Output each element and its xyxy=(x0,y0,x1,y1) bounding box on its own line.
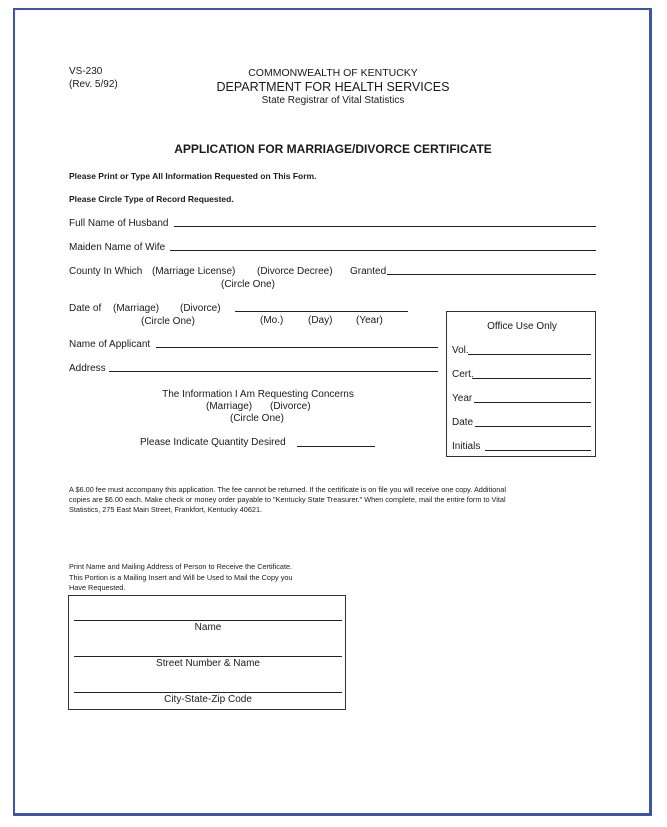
office-vol-field[interactable] xyxy=(468,354,591,355)
registrar-name: State Registrar of Vital Statistics xyxy=(261,95,405,106)
applicant-label: Name of Applicant xyxy=(69,339,151,350)
county-marriage-option[interactable]: (Marriage License) xyxy=(152,266,236,277)
office-initials-label: Initials xyxy=(452,441,481,452)
mail-city-label: City-State-Zip Code xyxy=(164,694,252,705)
office-year-field[interactable] xyxy=(474,402,591,403)
concerns-circle-note: (Circle One) xyxy=(230,413,284,424)
date-marriage-option[interactable]: (Marriage) xyxy=(113,303,160,314)
office-initials-field[interactable] xyxy=(485,450,591,451)
date-circle-note: (Circle One) xyxy=(141,316,195,327)
mailing-insert-box xyxy=(68,595,346,710)
mail-name-label: Name xyxy=(194,622,222,633)
address-field[interactable] xyxy=(109,371,438,372)
husband-label: Full Name of Husband xyxy=(69,218,169,229)
county-granted-label: Granted xyxy=(350,266,387,277)
office-date-field[interactable] xyxy=(475,426,591,427)
wife-name-field[interactable] xyxy=(170,250,596,251)
mailing-instruction-line: Print Name and Mailing Address of Person to Receive the Certificate. xyxy=(69,562,293,571)
concerns-divorce-option[interactable]: (Divorce) xyxy=(270,401,311,412)
concerns-label: The Information I Am Requesting Concerns xyxy=(162,389,354,400)
mail-street-field[interactable] xyxy=(74,656,342,657)
date-label: Date of xyxy=(69,303,102,314)
office-use-box xyxy=(446,311,596,457)
circle-instruction: Please Circle Type of Record Requested. xyxy=(69,194,234,204)
form-number: VS-230 xyxy=(69,66,103,77)
quantity-label: Please Indicate Quantity Desired xyxy=(140,437,286,448)
fee-notice-line: A $6.00 fee must accompany this application. The fee cannot be returned. If the certificate is on file you will receive one copy. Additional xyxy=(69,485,506,494)
address-label: Address xyxy=(69,363,106,374)
mailing-instruction-line: Have Requested. xyxy=(69,583,126,592)
applicant-name-field[interactable] xyxy=(156,347,438,348)
fee-notice-line: Statistics, 275 East Main Street, Frankfort, Kentucky 40621. xyxy=(69,505,263,514)
office-year-label: Year xyxy=(452,393,473,404)
date-divorce-option[interactable]: (Divorce) xyxy=(180,303,221,314)
county-circle-note: (Circle One) xyxy=(221,279,275,290)
department-name: DEPARTMENT FOR HEALTH SERVICES xyxy=(216,80,450,94)
mail-name-field[interactable] xyxy=(74,620,342,621)
state-name: COMMONWEALTH OF KENTUCKY xyxy=(248,67,418,79)
husband-name-field[interactable] xyxy=(174,226,596,227)
county-field[interactable] xyxy=(387,274,596,275)
form-title: APPLICATION FOR MARRIAGE/DIVORCE CERTIFICATE xyxy=(174,142,492,156)
mail-city-field[interactable] xyxy=(74,692,342,693)
date-month-label: (Mo.) xyxy=(260,315,284,326)
revision-date: (Rev. 5/92) xyxy=(69,79,118,90)
fee-notice xyxy=(69,485,506,515)
date-day-label: (Day) xyxy=(308,315,333,326)
county-label: County In Which xyxy=(69,266,143,277)
quantity-field[interactable] xyxy=(297,446,375,447)
wife-label: Maiden Name of Wife xyxy=(69,242,166,253)
mail-street-label: Street Number & Name xyxy=(156,658,260,669)
office-cert-label: Cert. xyxy=(452,369,474,380)
concerns-marriage-option[interactable]: (Marriage) xyxy=(206,401,253,412)
office-cert-field[interactable] xyxy=(472,378,591,379)
county-divorce-option[interactable]: (Divorce Decree) xyxy=(257,266,333,277)
date-field[interactable] xyxy=(235,311,408,312)
mailing-instruction-line: This Portion is a Mailing Insert and Will be Used to Mail the Copy you xyxy=(69,572,293,582)
office-date-label: Date xyxy=(452,417,474,428)
mailing-instructions xyxy=(69,562,292,594)
office-use-title: Office Use Only xyxy=(487,321,557,332)
print-instruction: Please Print or Type All Information Requested on This Form. xyxy=(69,171,317,181)
fee-notice-line: copies are $6.00 each. Make check or money order payable to "Kentucky State Treasurer." When complete, mail the entire form to Vital xyxy=(69,495,506,504)
office-vol-label: Vol. xyxy=(452,345,469,356)
date-year-label: (Year) xyxy=(356,315,383,326)
